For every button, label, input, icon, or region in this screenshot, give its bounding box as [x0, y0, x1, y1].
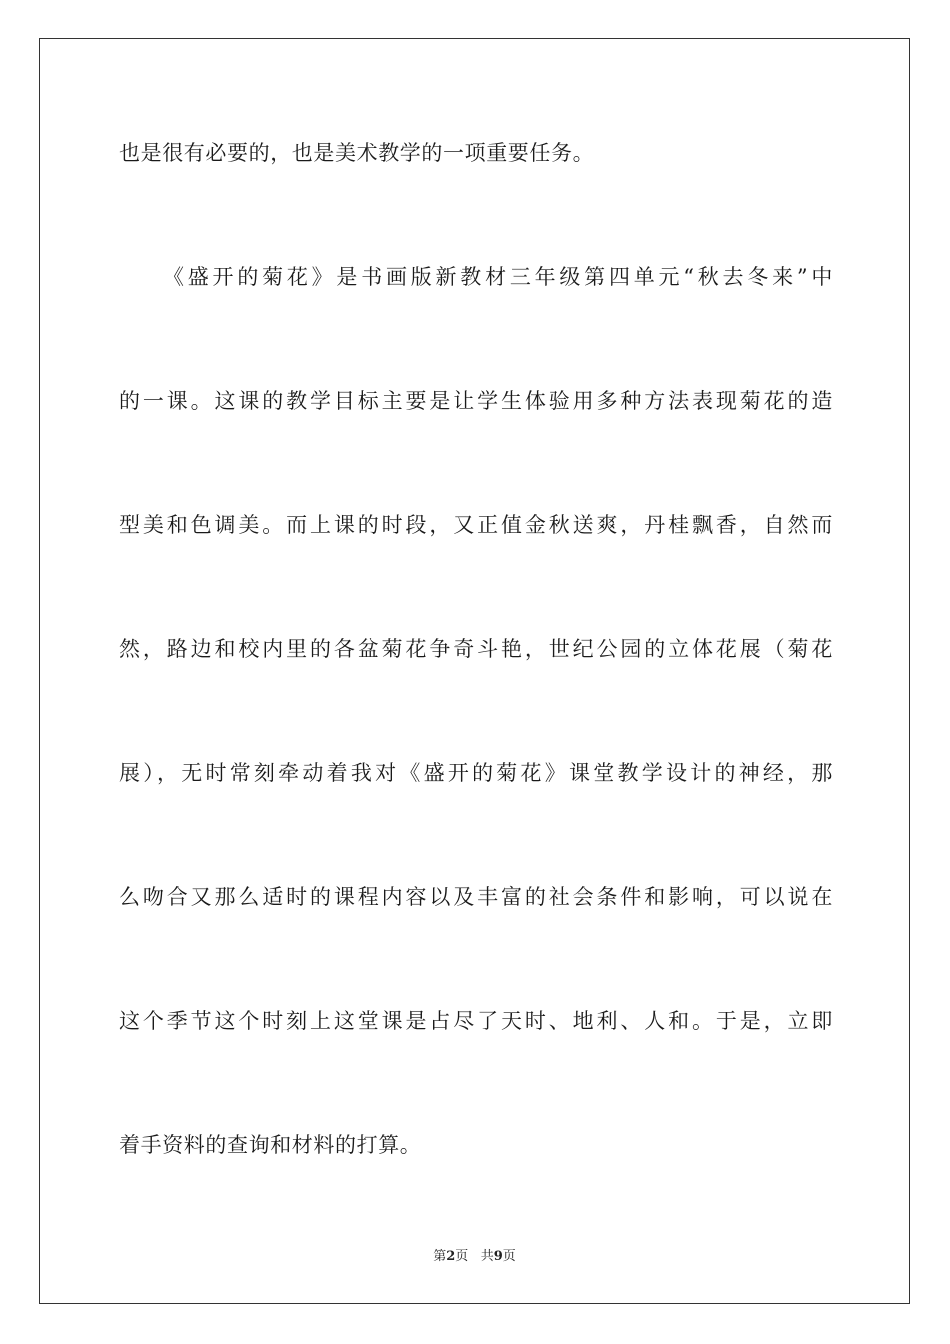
paragraph-line: 《盛开的菊花》是书画版新教材三年级第四单元“秋去冬来”中 — [163, 265, 833, 289]
paragraph-line: 着手资料的查询和材料的打算。 — [119, 1133, 422, 1157]
page-suffix: 页 — [455, 1249, 469, 1264]
paragraph-line: 展），无时常刻牵动着我对《盛开的菊花》课堂教学设计的神经，那 — [119, 761, 833, 785]
paragraph-line: 的一课。这课的教学目标主要是让学生体验用多种方法表现菊花的造 — [119, 389, 833, 413]
page-prefix: 第 — [433, 1249, 447, 1264]
paragraph-line: 么吻合又那么适时的课程内容以及丰富的社会条件和影响，可以说在 — [119, 885, 833, 909]
document-page — [39, 38, 910, 1304]
total-prefix: 共 — [480, 1249, 494, 1264]
total-suffix: 页 — [502, 1249, 516, 1264]
paragraph-line: 型美和色调美。而上课的时段，又正值金秋送爽，丹桂飘香，自然而 — [119, 513, 833, 537]
paragraph-line: 然，路边和校内里的各盆菊花争奇斗艳，世纪公园的立体花展（菊花 — [119, 637, 833, 661]
total-pages: 9 — [493, 1249, 503, 1264]
page-number: 2 — [446, 1249, 456, 1264]
paragraph-line: 这个季节这个时刻上这堂课是占尽了天时、地利、人和。于是，立即 — [119, 1009, 833, 1033]
paragraph-line: 也是很有必要的，也是美术教学的一项重要任务。 — [119, 141, 595, 165]
page-footer — [40, 1245, 909, 1264]
